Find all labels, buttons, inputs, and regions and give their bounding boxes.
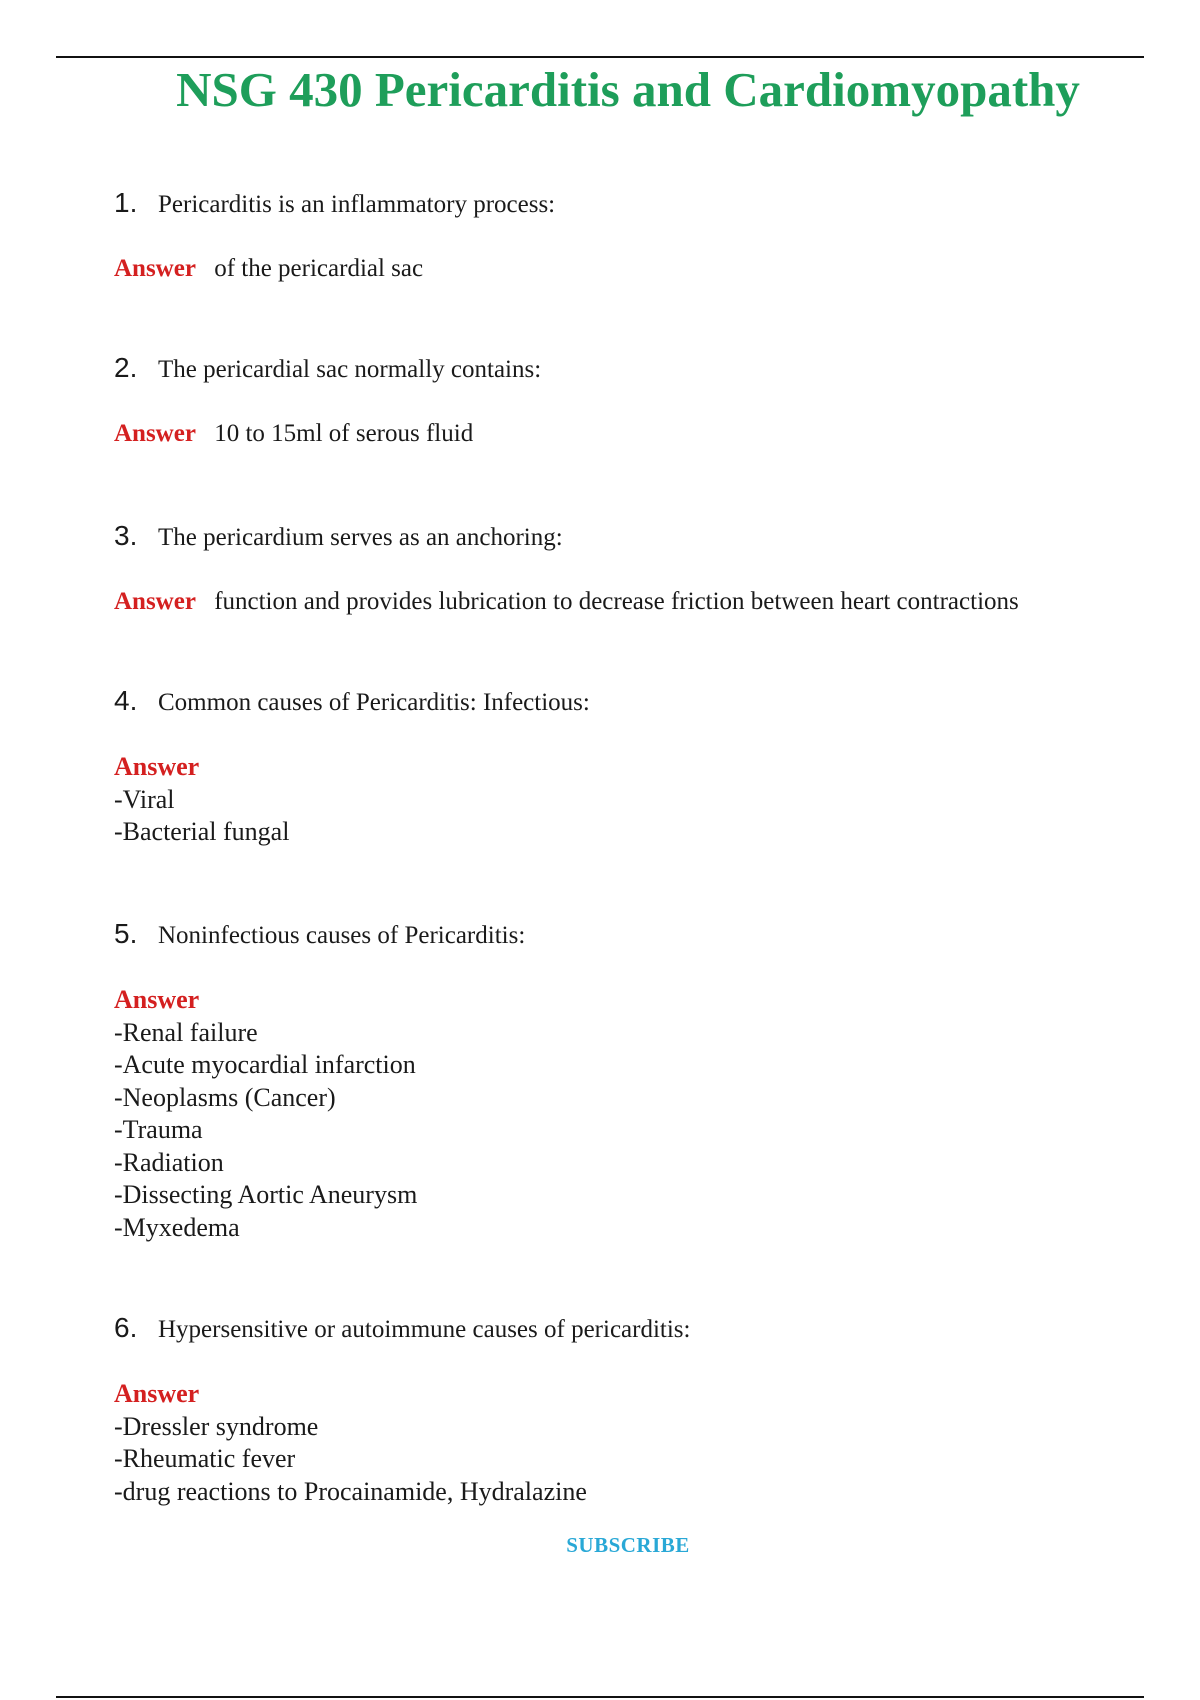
answer-label: Answer <box>114 420 196 447</box>
question-number: 1. <box>114 187 138 218</box>
answer-list-item: -Radiation <box>114 1147 224 1177</box>
answer-text: function and provides lubrication to decrease friction between heart contractions <box>214 588 1019 615</box>
answer-label: Answer <box>114 1379 200 1408</box>
answer-5 <box>114 984 1174 1244</box>
question-6 <box>114 1312 1174 1346</box>
answer-6 <box>114 1378 1174 1508</box>
qa-item-1 <box>114 187 1174 285</box>
question-number: 6. <box>114 1312 138 1343</box>
answer-label: Answer <box>114 985 200 1014</box>
question-number: 5. <box>114 918 138 949</box>
answer-label: Answer <box>114 588 196 615</box>
question-text: Noninfectious causes of Pericarditis: <box>158 922 526 949</box>
question-text: Hypersensitive or autoimmune causes of pericarditis: <box>158 1316 691 1343</box>
answer-list-item: -Acute myocardial infarction <box>114 1050 416 1079</box>
question-number: 3. <box>114 520 138 551</box>
question-number: 2. <box>114 352 138 383</box>
answer-list-item: -Bacterial fungal <box>114 817 290 846</box>
question-text: Pericarditis is an inflammatory process: <box>158 191 556 218</box>
page-title: NSG 430 Pericarditis and Cardiomyopathy <box>176 62 1080 117</box>
answer-list-item: -Dissecting Aortic Aneurysm <box>114 1180 418 1209</box>
answer-3 <box>114 586 1174 618</box>
question-2 <box>114 352 1174 386</box>
question-text: The pericardial sac normally contains: <box>158 356 542 383</box>
qa-item-4 <box>114 685 1174 849</box>
answer-list-item: -Neoplasms (Cancer) <box>114 1082 336 1112</box>
answer-list-item: -Rheumatic fever <box>114 1444 296 1473</box>
question-3 <box>114 520 1174 554</box>
answer-list-item: -Renal failure <box>114 1017 258 1047</box>
question-5 <box>114 918 1174 952</box>
answer-list-item: -Viral <box>114 784 175 814</box>
answer-list-item: -drug reactions to Procainamide, Hydralazine <box>114 1476 587 1506</box>
answer-text: 10 to 15ml of serous fluid <box>214 420 474 447</box>
answer-1 <box>114 253 1174 285</box>
answer-label: Answer <box>114 752 200 781</box>
question-1 <box>114 187 1174 221</box>
answer-label: Answer <box>114 255 196 282</box>
answer-list-item: -Dressler syndrome <box>114 1411 319 1441</box>
answer-2 <box>114 418 1174 450</box>
question-number: 4. <box>114 685 138 716</box>
question-4 <box>114 685 1174 719</box>
qa-item-2 <box>114 352 1174 450</box>
top-rule <box>56 56 1144 58</box>
bottom-rule <box>56 1696 1144 1698</box>
answer-list-item: -Trauma <box>114 1115 203 1144</box>
question-text: The pericardium serves as an anchoring: <box>158 524 563 551</box>
qa-item-5 <box>114 918 1174 1244</box>
answer-list-item: -Myxedema <box>114 1212 240 1242</box>
subscribe-link[interactable]: SUBSCRIBE <box>566 1533 690 1557</box>
qa-item-6 <box>114 1312 1174 1508</box>
answer-4 <box>114 751 1174 849</box>
answer-text: of the pericardial sac <box>214 255 424 282</box>
question-text: Common causes of Pericarditis: Infectious: <box>158 689 590 716</box>
qa-item-3 <box>114 520 1174 618</box>
